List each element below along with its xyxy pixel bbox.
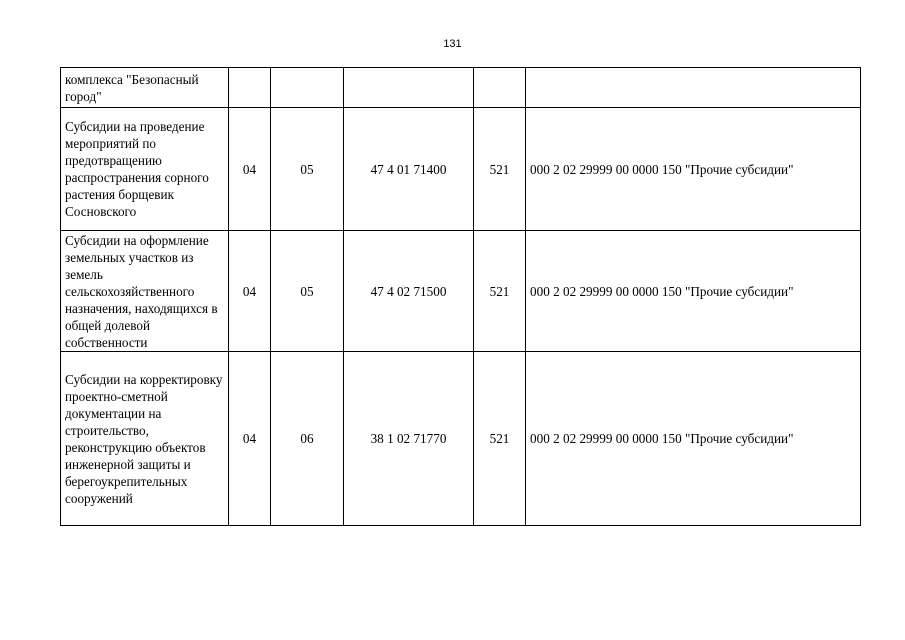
cell-income-code [526, 68, 861, 108]
cell-target-article [344, 68, 474, 108]
cell-name: Субсидии на проведение мероприятий по предотвращению распространения сорного растения борщевик Сосновского [61, 108, 229, 231]
table-row [61, 231, 861, 352]
cell-expense-type: 521 [474, 108, 526, 231]
cell-income-code: 000 2 02 29999 00 0000 150 "Прочие субсидии" [526, 108, 861, 231]
cell-section: 04 [229, 231, 271, 352]
cell-expense-type [474, 68, 526, 108]
cell-section: 04 [229, 108, 271, 231]
cell-name: комплекса "Безопасный город" [61, 68, 229, 108]
cell-income-code: 000 2 02 29999 00 0000 150 "Прочие субсидии" [526, 352, 861, 526]
cell-section [229, 68, 271, 108]
cell-expense-type: 521 [474, 352, 526, 526]
cell-expense-type: 521 [474, 231, 526, 352]
cell-name: Субсидии на корректировку проектно-сметной документации на строительство, реконструкцию объектов инженерной защиты и берегоукрепительных сооружений [61, 352, 229, 526]
cell-target-article: 47 4 02 71500 [344, 231, 474, 352]
budget-table [60, 67, 861, 526]
page-number: 131 [443, 38, 462, 50]
cell-target-article: 38 1 02 71770 [344, 352, 474, 526]
table-row [61, 352, 861, 526]
table-row [61, 108, 861, 231]
cell-subsection: 05 [271, 231, 344, 352]
cell-income-code: 000 2 02 29999 00 0000 150 "Прочие субсидии" [526, 231, 861, 352]
cell-name: Субсидии на оформление земельных участков из земель сельскохозяйственного назначения, находящихся в общей долевой собственности [61, 231, 229, 352]
cell-target-article: 47 4 01 71400 [344, 108, 474, 231]
cell-section: 04 [229, 352, 271, 526]
cell-subsection [271, 68, 344, 108]
cell-subsection: 05 [271, 108, 344, 231]
cell-subsection: 06 [271, 352, 344, 526]
table-row [61, 68, 861, 108]
